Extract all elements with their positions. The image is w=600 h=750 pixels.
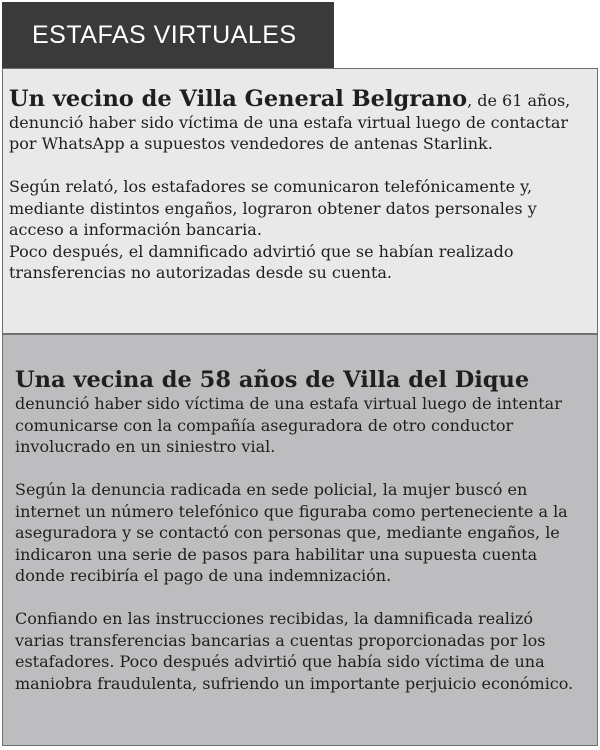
story-paragraph: Según relató, los estafadores se comunicaron telefónicamente y, mediante distintos engaños, lograron obtener datos personales y acceso a información bancaria. (9, 177, 537, 239)
story-paragraph: Según la denuncia radicada en sede policial, la mujer buscó en internet un número telefónico que figuraba como perteneciente a la aseguradora y se contactó con personas que, mediante engaños, le indicaron una serie de pasos para habilitar una supuesta cuenta donde recibiría el pago de una indemnización. (15, 480, 568, 585)
story-panel-villa-general-belgrano (2, 68, 598, 334)
story-lead-text: denunció haber sido víctima de una estafa virtual luego de intentar comunicarse con la compañía aseguradora de otro conductor involucrado en un siniestro vial. (15, 394, 562, 456)
story-headline: Un vecino de Villa General Belgrano (9, 86, 468, 112)
story-headline: Una vecina de 58 años de Villa del Dique (15, 367, 530, 393)
story-paragraph: Confiando en las instrucciones recibidas, la damnificada realizó varias transferencias bancarias a cuentas proporcionadas por los estafadores. Poco después advirtió que había sido víctima de una maniobra fraudulenta, sufriendo un importante perjuicio económico. (15, 609, 574, 693)
section-title: ESTAFAS VIRTUALES (2, 2, 334, 68)
story-paragraph: Poco después, el damnificado advirtió que se habían realizado transferencias no autorizadas desde su cuenta. (9, 241, 514, 282)
story-lead-text: , de 61 años, denunció haber sido víctima de una estafa virtual luego de contactar por WhatsApp a supuestos vendedores de antenas Starlink. (9, 91, 571, 153)
story-lead-paragraph (9, 86, 585, 155)
story-panel-villa-del-dique (2, 334, 598, 746)
